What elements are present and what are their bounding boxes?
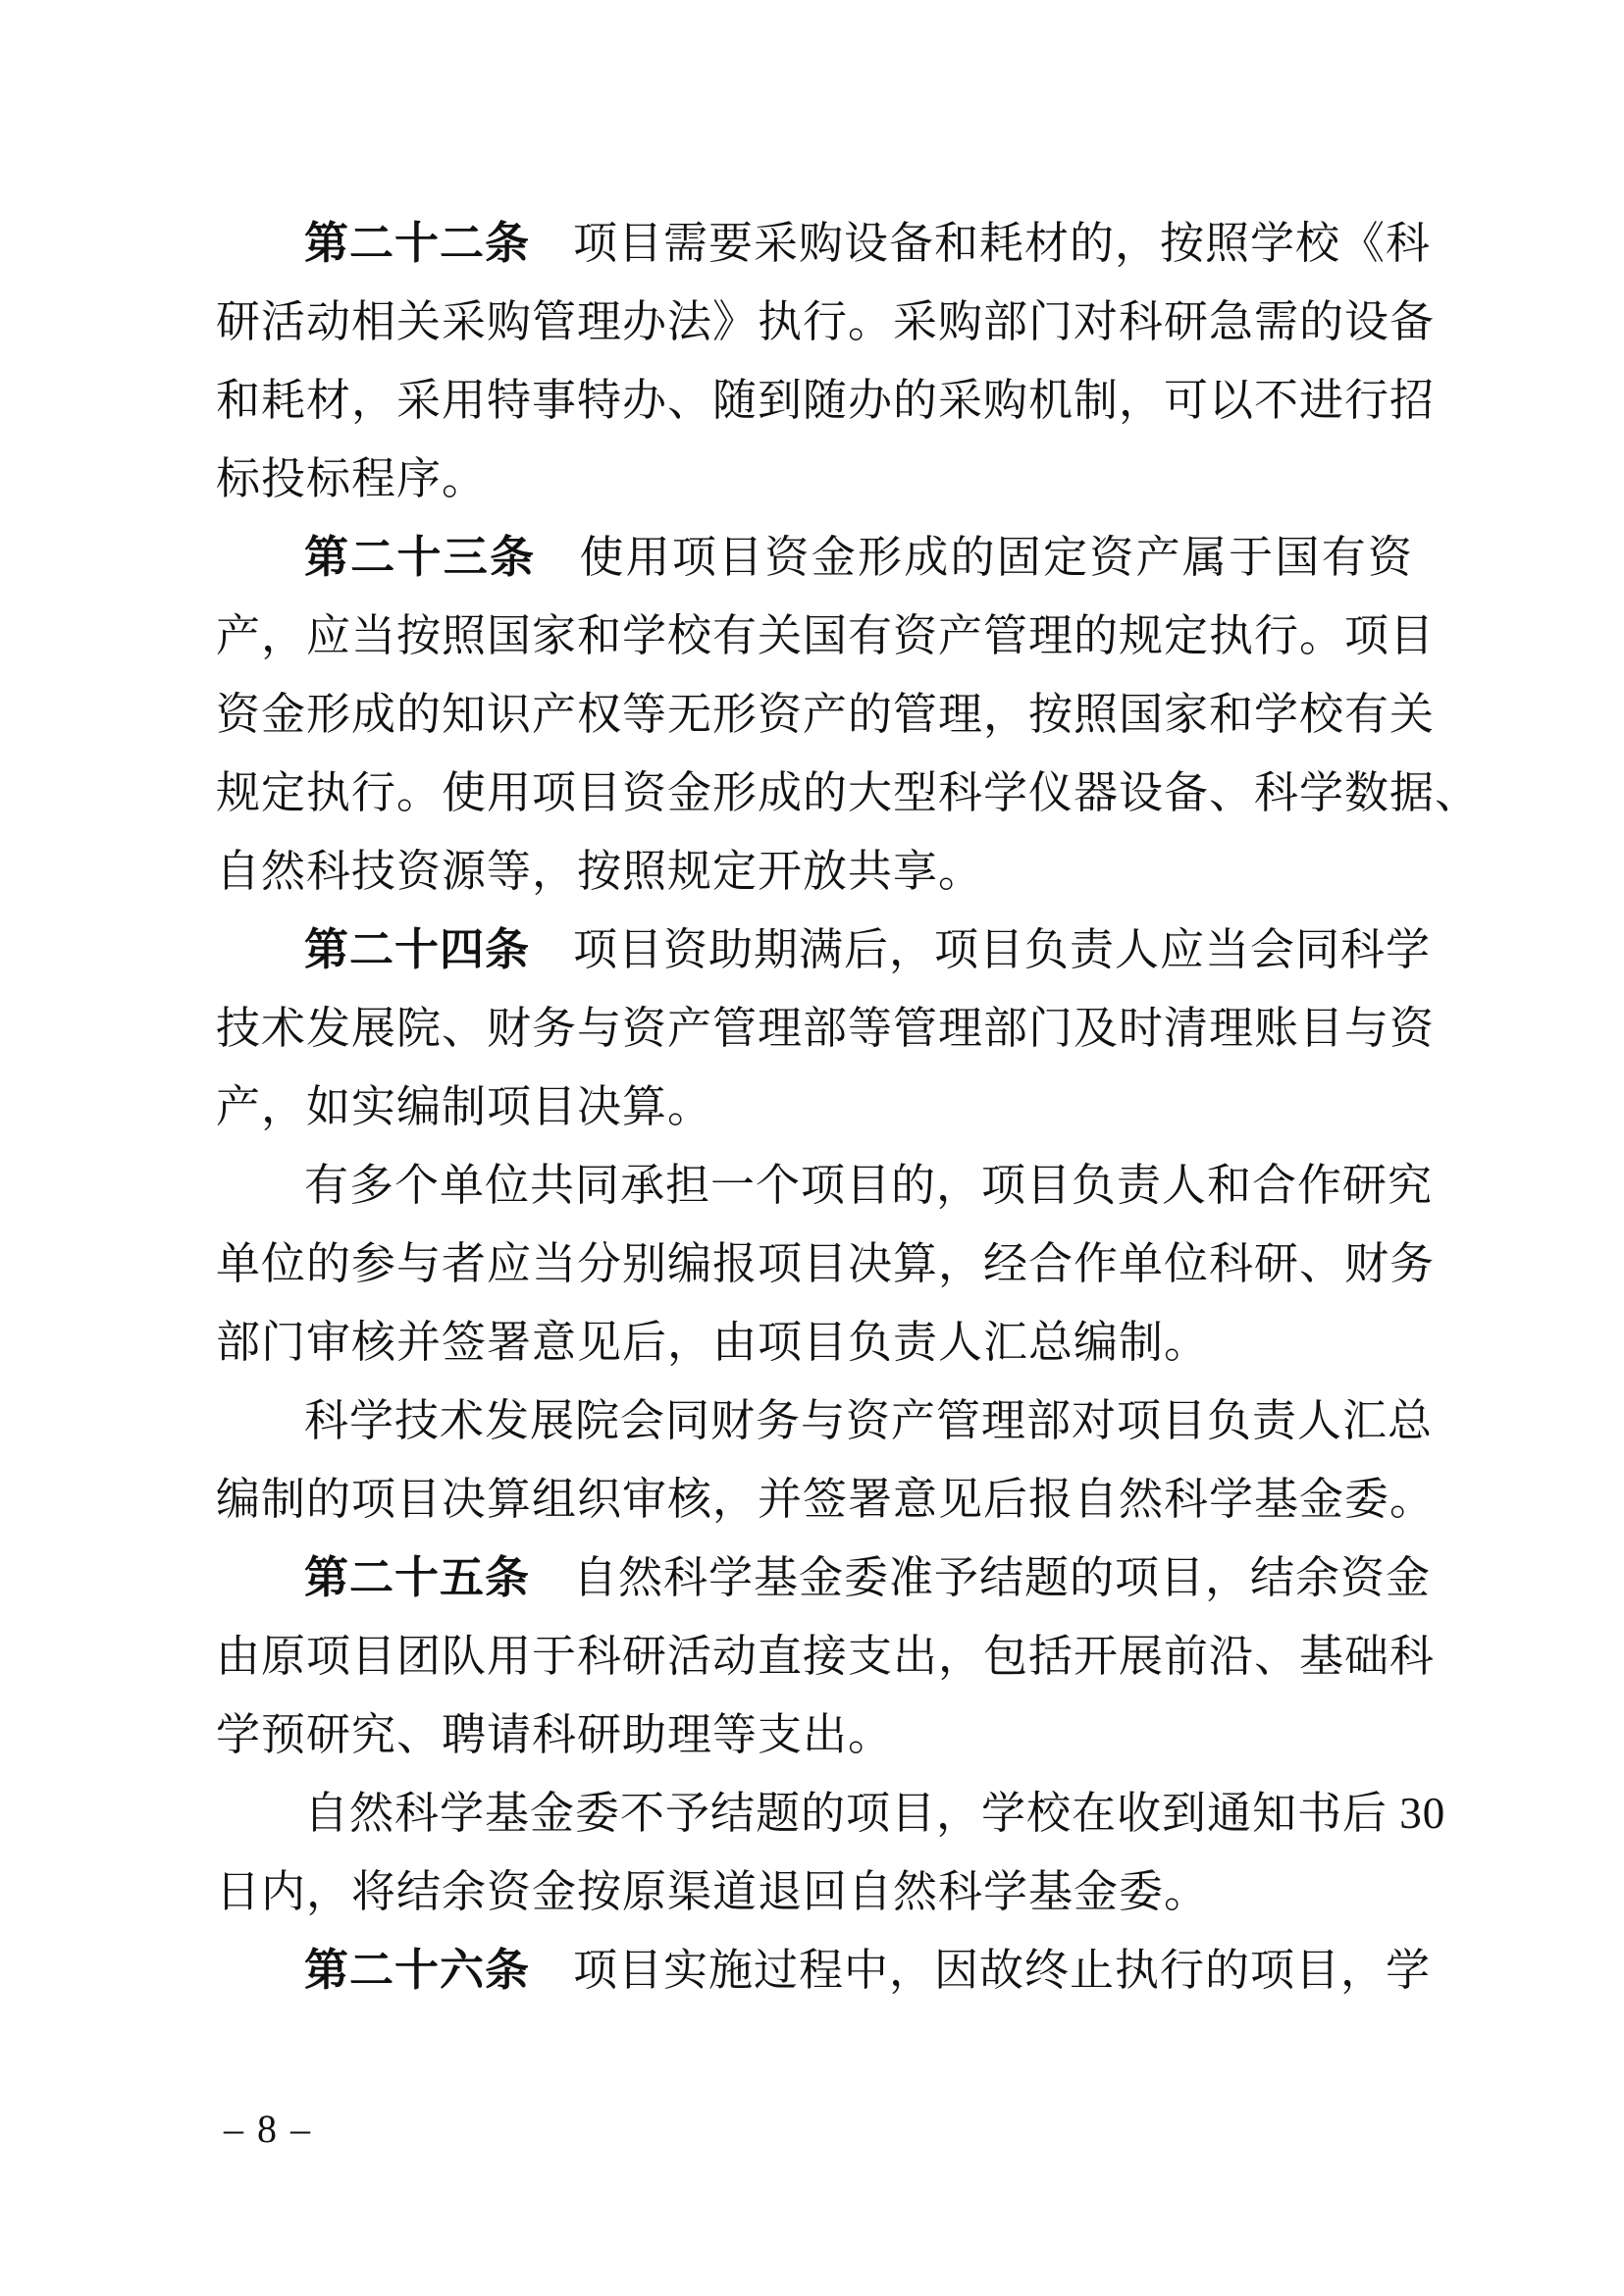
text-line (216, 1931, 1432, 2009)
text-line (216, 675, 1436, 754)
line-text: 学预研究、聘请科研助理等支出。 (216, 1710, 894, 1759)
text-line (216, 1303, 1413, 1382)
text-line (216, 597, 1436, 675)
line-text: 项目需要采购设备和耗材的，按照学校《科 (573, 219, 1432, 268)
text-line (216, 1225, 1436, 1303)
article-number: 第二十五条 (304, 1553, 531, 1602)
page-number: – 8 – (224, 2107, 312, 2151)
line-text: 科学技术发展院会同财务与资产管理部对项目负责人汇总 (304, 1396, 1434, 1445)
text-line (216, 361, 1436, 440)
line-text: 自然科技资源等，按照规定开放共享。 (216, 847, 984, 896)
text-line (216, 1539, 1432, 1617)
text-line (216, 1382, 1434, 1460)
line-text: 有多个单位共同承担一个项目的，项目负责人和合作研究 (304, 1161, 1434, 1210)
line-text: 自然科学基金委准予结题的项目，结余资金 (573, 1553, 1432, 1602)
text-line (216, 1774, 1446, 1852)
article-number: 第二十四条 (304, 925, 531, 974)
text-line (216, 1460, 1436, 1539)
line-text: 规定执行。使用项目资金形成的大型科学仪器设备、科学数据、 (216, 768, 1481, 817)
line-text: 项目实施过程中，因故终止执行的项目，学 (573, 1946, 1432, 1995)
text-line (216, 283, 1436, 361)
line-text: 产，应当按照国家和学校有关国有资产管理的规定执行。项目 (216, 611, 1436, 660)
text-line (216, 1852, 1413, 1931)
line-text: 标投标程序。 (216, 454, 488, 503)
line-text: 使用项目资金形成的固定资产属于国有资 (579, 533, 1413, 582)
line-text: 自然科学基金委不予结题的项目，学校在收到通知书后 30 (304, 1789, 1446, 1838)
line-text: 编制的项目决算组织审核，并签署意见后报自然科学基金委。 (216, 1475, 1436, 1524)
text-line (216, 1696, 1413, 1774)
line-text: 日内，将结余资金按原渠道退回自然科学基金委。 (216, 1867, 1210, 1916)
text-line (216, 1617, 1436, 1696)
text-line (216, 754, 1481, 832)
line-text: 研活动相关采购管理办法》执行。采购部门对科研急需的设备 (216, 297, 1436, 346)
line-text: 部门审核并签署意见后，由项目负责人汇总编制。 (216, 1318, 1210, 1367)
line-text: 产，如实编制项目决算。 (216, 1082, 713, 1131)
line-text: 和耗材，采用特事特办、随到随办的采购机制，可以不进行招 (216, 376, 1436, 425)
line-text: 资金形成的知识产权等无形资产的管理，按照国家和学校有关 (216, 690, 1436, 739)
text-line (216, 440, 1413, 518)
text-line (216, 1146, 1434, 1225)
line-text: 由原项目团队用于科研活动直接支出，包括开展前沿、基础科 (216, 1632, 1436, 1681)
line-text: 项目资助期满后，项目负责人应当会同科学 (573, 925, 1432, 974)
line-text: 技术发展院、财务与资产管理部等管理部门及时清理账目与资 (216, 1004, 1436, 1053)
line-text: 单位的参与者应当分别编报项目决算，经合作单位科研、财务 (216, 1239, 1436, 1288)
text-line (216, 1068, 1413, 1146)
text-line (216, 832, 1413, 911)
document-body (216, 204, 1481, 2009)
text-line (216, 911, 1432, 989)
text-line (216, 989, 1436, 1068)
article-number: 第二十二条 (304, 219, 531, 268)
text-line (216, 204, 1432, 283)
text-line (216, 518, 1413, 597)
article-number: 第二十六条 (304, 1946, 531, 1995)
article-number: 第二十三条 (304, 533, 537, 582)
